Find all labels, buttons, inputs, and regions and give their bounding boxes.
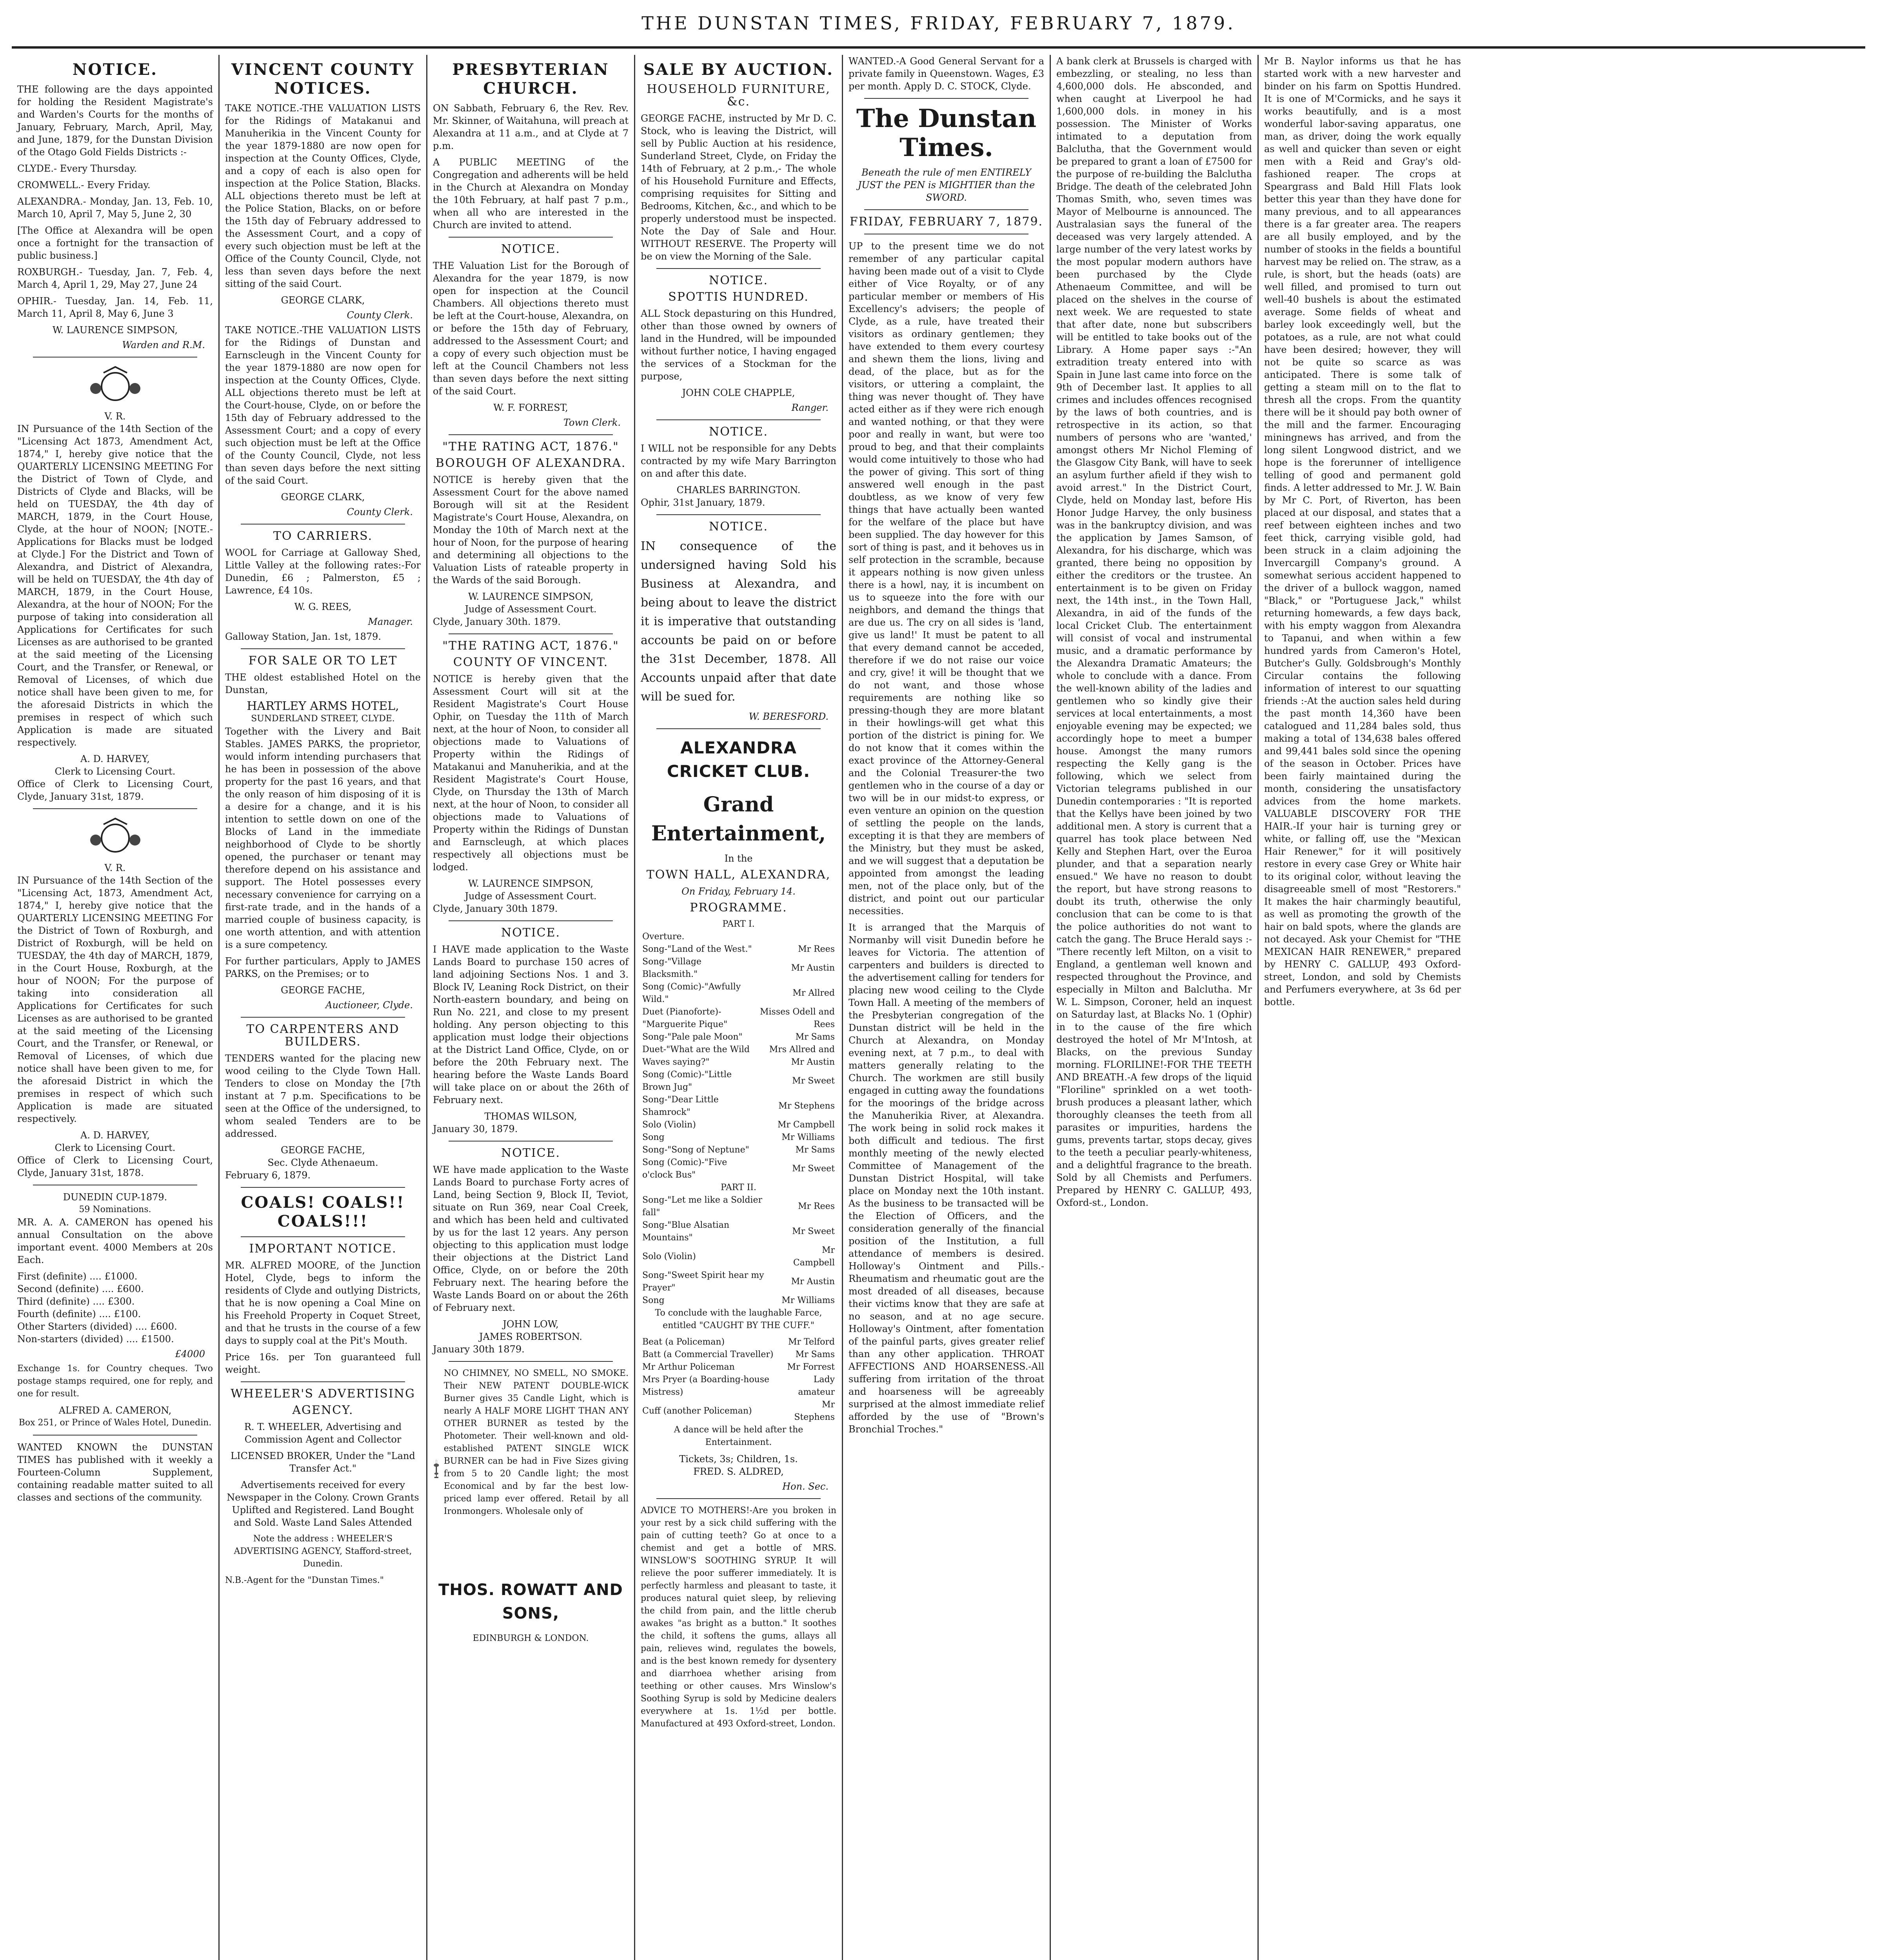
notice-heading: NOTICE. (709, 425, 769, 439)
divider (656, 514, 821, 515)
alexandra-days: ALEXANDRA.- Monday, Jan. 13, Feb. 10, March 10, April 7, May 5, June 2, 30 (17, 196, 213, 220)
carriers-role: Manager. (368, 616, 413, 627)
clerk-role: County Clerk. (347, 310, 413, 321)
royal-crest-icon (76, 363, 154, 406)
news-items: A bank clerk at Brussels is charged with embezzling, or stealing, no less than 4,600,000 dols. He absconded, and when caught at Liverpool he had 1,600,000 dols. in money in his possession. The Minister of Works intimated to a deputation from Balclutha, that the Government would be prepared to grant a loan of £7500 for the purpose of re-building the Balclutha Bridge. The death of the celebrated John Thomas Smith, who, seven times was Mayor of Melbourne is announced. The Australasian says the funeral of the deceased was very largely attended. A large number of the very latest works by the most popular modern authors have been purchased by the Clyde Athenaeum Committee, and will be placed on the shelves in the course of next week. We are requested to state that after date, none but subscribers will be entitled to take books out of the Library. A Home paper says :-"An extradition treaty entered into with Spain in June last came into force on the 9th of December last. It applies to all crimes and includes offences recognised by the laws of both countries, and is retrospective in its action, so that numbers of persons who are 'wanted,' amongst others Mr Nichol Fleming of the Glasgow City Bank, will have to seek an asylum further afield if they wish to avoid arrest." In the District Court, Clyde, held on Monday last, before His Honor Judge Harvey, the only business was in the bankruptcy division, and was the application by James Samson, of Alexandra, for his discharge, which was granted, there being no opposition by either the creditors or the trustee. An entertainment is to be given on Friday next, the 14th inst., in the Town Hall, Alexandra, in aid of the funds of the local Cricket Club. The entertainment will consist of vocal and instrumental music, and a dramatic performance by the Alexandra Dramatic Amateurs; the whole to conclude with a dance. From the well-known ability of the ladies and gentlemen who so kindly give their services at local entertainments, a most enjoyable evening may be expected; we accordingly hope to meet a bumper house. Amongst the many rumors respecting the Kelly gang is the following, which we select from Victorian telegrams published in our Dunedin contemporaries : "It is reported that the Kellys have been joined by two additional men. A story is current that a quarrel has took place between Ned Kelly and Stephen Hart, over the Euroa plunder, and that a separation nearly ensued." We have no reason to doubt the report, but have strong reasons to doubt its truth, otherwise the only conclusion that can be come to is that the police authorities do not want to catch the gang. The Bruce Herald says :-"There recently left Milton, on a visit to England, a gentleman well known and respected throughout the Province, and especially in Milton and Balclutha. Mr W. L. Simpson, Coroner, held an inquest on Saturday last, at Blacks No. 1 (Ophir) in to the cause of the fire which destroyed the hotel of Mr M'Intosh, at Blacks, on the previous Sunday morning. FLORILINE!-FOR THE TEETH AND BREATH.-A few drops of the liquid "Floriline" sprinkled on a wet tooth-brush produces a pleasant lather, which thoroughly cleanses the teeth from all parasites or impurities, hardens the gums, prevents tartar, stops decay, gives to the teeth a peculiar pearly-whiteness, and a delightful fragrance to the breath. Sold by all Chemists and Perfumers. Prepared by HENRY C. GALLUP, 493, Oxford-st., London. (1056, 56, 1252, 1208)
column-1 (12, 55, 220, 1960)
divider (449, 434, 613, 435)
cast-row: Batt (a Commercial Traveller) Mr Sams (642, 1350, 835, 1359)
rating-role: Judge of Assessment Court. (465, 604, 597, 615)
farce-title: To conclude with the laughable Farce, entitled "CAUGHT BY THE CUFF." (655, 1308, 822, 1330)
entertainment-hall: TOWN HALL, ALEXANDRA, (646, 868, 831, 882)
news-items: Mr B. Naylor informs us that he has started work with a new harvester and binder on his farm on Spottis Hundred. It is one of M'Cormicks, and he says it works beautifully, and is a most wonderful labor-saving apparatus, one man, as driver, doing the work equally as well and quicker than seven or eight men with a Reid and Gray's old-fashioned reaper. The crops at Speargrass and Bald Hill Flats look better this year than they have done for many previous, and to all appearances there is a far greater area. The reapers are all busily employed, and by the number of stooks in the fields a bountiful harvest may be relied on. The straw, as a rule, is short, but the heads (oats) are well filled, and promised to turn out well-40 bushels is about the estimated average. Some fields of wheat and barley look exceedingly well, but the potatoes, as a rule, are not what could have been desired; however, they will not be quite so scarce as was anticipated. There is some talk of getting a steam mill on to the flat to thresh all the crops. From the quantity there will be it should pay both owner of the mill and the farmer. Encouraging miningnews has arrived, and from the long silent Longwood district, and we hope is the forerunner of intelligence telling of good and permanent gold finds. A letter addressed to Mr. J. W. Bain by Mr C. Port, of Riverton, has been placed at our disposal, and states that a reef between eighteen inches and two feet thick, carrying visible gold, had been struck in a claim adjoining the Invercargill Company's ground. A somewhat serious accident happened to the driver of a bullock waggon, named "Black," or "Portuguese Jack," whilst returning homewards, a few days back, with his empty waggon from Alexandra to Tapanui, and when within a few hundred yards from Cameron's Hotel, Butcher's Gully. Goldsbrough's Monthly Circular contains the following information of interest to our squatting friends :-At the auction sales held during the past month 14,360 have been catalogued and 11,284 bales sold, thus making a total of 134,638 bales offered and 99,441 bales sold since the opening of the season in October. Prices have been fairly maintained during the month, considering the unsatisfactory advices from the home markets. VALUABLE DISCOVERY FOR THE HAIR.-If your hair is turning grey or white, or falling off, use the "Mexican Hair Renewer," for it will positively restore in every case Grey or White hair to its original color, without leaving the disagreeable smell of most "Restorers." It makes the hair charmingly beautiful, as well as promoting the growth of the hair on bald spots, where the glands are not decayed. Ask your Chemist for "THE MEXICAN HAIR RENEWER," prepared by HENRY C. GALLUP, 493 Oxford-street, London, and sold by Chemists and Perfumers everywhere, at 3s 6d per bottle. (1264, 56, 1461, 1007)
lamp-advert (433, 1367, 629, 1571)
divider (241, 1236, 405, 1237)
land-notice-signature: THOMAS WILSON, (484, 1111, 577, 1122)
cup-prize-1: Second (definite) .... £600. (17, 1283, 144, 1294)
programme-row: Duet-"What are the Wild Waves saying?" Mrs Allred and Mr Austin (642, 1045, 835, 1067)
important-heading: IMPORTANT NOTICE. (249, 1242, 397, 1256)
debts-date: Ophir, 31st January, 1879. (641, 497, 765, 508)
cast-row: Cuff (another Policeman) Mr Stephens (642, 1400, 835, 1422)
sale-intro: THE oldest established Hotel on the Dunstan, (225, 672, 421, 695)
rating-text: NOTICE is hereby given that the Assessment Court will sit at the Resident Magistrate's Court House Ophir, on Tuesday the 11th of March next, at the hour of Noon, to consider all objections made to Valuations of Property within the Ridings of Matakanui and Manuherikia, and at the Resident Magistrate's Court House, Clyde, on Thursday the 13th of March next, at the hour of Noon, to consider all objections made to Valuations of Property within the Ridings of Dunstan and Earnscleugh, at which places respectively all objections must be lodged. (433, 673, 629, 873)
important-price: Price 16s. per Ton guaranteed full weight. (225, 1352, 421, 1375)
entertainment-in: In the (724, 853, 753, 864)
rating-role: Judge of Assessment Court. (465, 891, 597, 902)
valuation-notice-1: TAKE NOTICE.-THE VALUATION LISTS for the Ridings of Matakanui and Manuherikia in the Vincent County for the year 1879-1880 are now open for inspection at the County Offices, Clyde, and a copy of each is also open for inspection at the Police Station, Blacks. ALL objections thereto must be left at the Police Station, Blacks, on or before the 15th day of February addressed to the Assessment Court, and a copy of every such objection must be left at the Office of the County Council, Clyde, not less than seven days before the next sitting of the said Court. (225, 103, 421, 289)
divider (864, 98, 1028, 99)
lamp-maker: THOS. ROWATT AND SONS, (438, 1581, 623, 1622)
notice-heading: NOTICE. (709, 274, 769, 287)
cast-row: Beat (a Policeman) Mr Telford (642, 1337, 835, 1347)
part-one: PART I. (722, 919, 755, 929)
column-5 (843, 55, 1051, 1960)
clyde-days: CLYDE.- Every Thursday. (17, 163, 137, 174)
alexandra-note: [The Office at Alexandra will be open once a fortnight for the transaction of public business.] (17, 225, 213, 261)
divider (449, 237, 613, 238)
lamp-text: NO CHIMNEY, NO SMELL, NO SMOKE. Their NEW PATENT DOUBLE-WICK Burner gives 35 Candle Light, which is nearly A HALF MORE LIGHT THAN ANY OTHER BURNER as tested by the Photometer. Their well-known and old-established PATENT SINGLE WICK BURNER can be had in Five Sizes giving from 5 to 20 Candle light; the most Economical and by far the best low-priced lamp ever offered. Retail by all Ironmongers. Wholesale only of (443, 1368, 629, 1516)
clerk-signature: GEORGE CLARK, (281, 295, 365, 306)
borough-valuation-text: THE Valuation List for the Borough of Alexandra for the year 1879, is now open for inspection at the Council Chambers. All objections thereto must be left at the Court-house, Alexandra, on or before the 15th day of February, addressed to the Assessment Court; and a copy of every such objection must be left at the Council Chambers not less than seven days before the next sitting of the said Court. (433, 260, 629, 397)
vr-mark: V. R. (104, 411, 126, 422)
paper-motto: Beneath the rule of men ENTIRELY JUST the PEN is MIGHTIER than the SWORD. (858, 167, 1035, 203)
programme-part-one (641, 931, 836, 1181)
programme-row: Song Mr Williams (642, 1296, 835, 1305)
column-6 (1051, 55, 1259, 1960)
rating-heading: "THE RATING ACT, 1876." (442, 639, 619, 653)
hundred-heading: SPOTTIS HUNDRED. (668, 290, 809, 304)
hotel-text: Together with the Livery and Bait Stables. JAMES PARKS, the proprietor, would inform intending purchasers that he has been in possession of the above property for the past 16 years, and that the only reason of him disposing of it is a desire for a change, and it is his intention to settle down on one of the Blocks of Land in the immediate neighborhood of Clyde to be shortly opened, the purchaser or tenant may therefore depend on his assistance and support. The Hotel possesses every necessary convenience for carrying on a first-rate trade, and in the hands of a married couple of business capacity, is one worth attention, and with attention is a sure competency. (225, 726, 421, 950)
builders-role: Sec. Clyde Athenaeum. (267, 1157, 378, 1168)
masthead-rule (12, 46, 1865, 49)
wheeler-address: Note the address : WHEELER'S ADVERTISING AGENCY, Stafford-street, Dunedin. (234, 1534, 412, 1569)
notice-heading: NOTICE. (501, 926, 561, 940)
page-columns (12, 55, 1865, 1960)
programme-part-two (641, 1194, 836, 1307)
hotel-name: HARTLEY ARMS HOTEL, (247, 699, 399, 713)
programme-row: Song (Comic)-"Awfully Wild." Mr Allred (642, 982, 835, 1004)
ranger-signature: JOHN COLE CHAPPLE, (682, 387, 795, 398)
divider (449, 1141, 613, 1142)
notice-heading: NOTICE. (501, 242, 561, 256)
programme-heading: PROGRAMME. (690, 901, 787, 915)
royal-crest-icon (76, 815, 154, 858)
ranger-role: Ranger. (791, 402, 829, 413)
column-2 (220, 55, 427, 1960)
cup-prize-2: Third (definite) .... £300. (17, 1296, 135, 1307)
debts-notice: I WILL not be responsible for any Debts contracted by my wife Mary Barrington on and after this date. (641, 443, 836, 479)
rating-signature: W. LAURENCE SIMPSON, (468, 878, 594, 889)
sale-heading: FOR SALE OR TO LET (248, 654, 398, 668)
court-days-intro: THE following are the days appointed for holding the Resident Magistrate's and Warden's Courts for the months of January, February, March, April, May, and June, 1879, for the Dunstan Division of the Otago Gold Fields Districts :- (17, 84, 213, 158)
important-text: MR. ALFRED MOORE, of the Junction Hotel, Clyde, begs to inform the residents of Clyde and outlying Districts, that he is now opening a Coal Mine on his Freehold Property in Coquet Street, and that he trusts in the course of a few days to supply coal at the Pit's Mouth. (225, 1260, 421, 1346)
column-4 (635, 55, 843, 1960)
programme-row: Solo (Violin) Mr Campbell (642, 1245, 835, 1268)
licensing-role: Clerk to Licensing Court. (55, 1142, 176, 1153)
auction-text: GEORGE FACHE, instructed by Mr D. C. Stock, who is leaving the District, will sell by Public Auction at his residence, Sunderland Street, Clyde, on Friday the 14th of February, at 2 p.m.,- The whole of his Household Furniture and Effects, comprising requisites for Sitting and Bedrooms, Kitchen, &c., and which to be properly understood must be inspected. Note the Day of Sale and Hour. WITHOUT RESERVE. The Property will be on view the Morning of the Sale. (641, 113, 836, 262)
programme-row: Song-"Song of Neptune" Mr Sams (642, 1145, 835, 1155)
land-notice-date: January 30th 1879. (433, 1344, 525, 1355)
business-notice: IN consequence of the undersigned having Sold his Business at Alexandra, and being about to leave the district it is imperative that outstanding accounts be paid on or before the 31st December, 1878. All Accounts unpaid after that date will be sued for. (641, 539, 836, 704)
licensing-role: Clerk to Licensing Court. (55, 766, 176, 777)
wheeler-name: R. T. WHEELER, Advertising and Commission Agent and Collector (244, 1421, 402, 1445)
divider (33, 357, 197, 358)
cup-prize-0: First (definite) .... £1000. (17, 1271, 138, 1282)
business-signature: W. BERESFORD. (749, 711, 829, 722)
land-notice-text: WE have made application to the Waste Lands Board to purchase Forty acres of Land, being Section 9, Block II, Teviot, situate on Run 369, near Coal Creek, and which has been held and cultivated by us for the last 12 years. Any person objecting to this application must lodge their objections at the District Land Office, Clyde, on or before the 20th February next. The hearing before the Waste Lands Board on or about the 26th of February next. (433, 1164, 629, 1313)
issue-date: FRIDAY, FEBRUARY 7, 1879. (849, 215, 1043, 229)
auction-heading: SALE BY AUCTION. (643, 60, 834, 79)
divider (656, 268, 821, 269)
carriers-heading: TO CARRIERS. (273, 529, 373, 543)
editorial-text: UP to the present time we do not remember of any particular capital having been made out of a visit to Clyde either of Vice Royalty, or of any particular member or members of His Excellency's advisers; the people of Clyde, as a rule, have treated their visitors as ordinary gentlemen; they have extended to them every courtesy and shewn them the lions, living and dead, of the place, but as for the visitors, or uttering a complaint, the thing was never thought of. They have acted either as if they were rich enough and wanted nothing, or that they were poor and really in want, but were too proud to beg, and that their complaints would come intuitively to those who had the power of giving. This sort of thing answered well enough in the past doubtless, as we know of very few things that have actually been wanted for the welfare of the place but have been supplied. The day however for this sort of thing is past, and it behoves us in self protection in the scramble, because it appears nothing is now given unless there is a howl, nay, it is incumbent on us to squeeze into the fore with our neighbors, and demand the things that are due us. The cry on all sides is 'land, give us land!' It must be patent to all that every demand cannot be acceded, therefore if we do not raise our voice and cry, give! it will be thought that we do not want, and those whose requirements are nothing like so pressing-though they are more blatant in their howlings-will get what this portion of the district is pining for. We do not know that it comes within the exact province of the Attorney-General and the Colonial Treasurer-the two gentlemen who in the course of a day or two will be in our midst-to express, or even venture an opinion on the question of settling the people on the lands, excepting it is that they are members of the Ministry, but they must be asked, and we will suggest that a deputation be appointed from amongst the leading men, not of the place only, but of the district, and point out our particular necessities. (849, 241, 1044, 916)
programme-row: Song (Comic)-"Little Brown Jug" Mr Sweet (642, 1070, 835, 1092)
divider (241, 1187, 405, 1188)
divider (656, 419, 821, 420)
column-7 (1259, 55, 1466, 1960)
licensing-signature: A. D. HARVEY, (80, 753, 150, 764)
tickets-signature: FRED. S. ALDRED, (693, 1466, 784, 1477)
builders-text: TENDERS wanted for the placing new wood ceiling to the Clyde Town Hall. Tenders to close on Monday the [7th instant at 7 p.m. Specifications to be seen at the Office of the undersigned, to whom sealed Tenders are to be addressed. (225, 1053, 421, 1139)
land-notice-signature: JAMES ROBERTSON. (479, 1331, 582, 1342)
debts-signature: CHARLES BARRINGTON. (676, 485, 801, 495)
stock-notice: ALL Stock depasturing on this Hundred, other than those owned by owners of land in the Hundred, will be impounded without further notice, I having engaged the services of a Stockman for the purpose, (641, 308, 836, 382)
carriers-place: Galloway Station, Jan. 1st, 1879. (225, 631, 382, 642)
church-text: ON Sabbath, February 6, the Rev. Rev. Mr. Skinner, of Waitahuna, will preach at Alexandra at 11 a.m., and at Clyde at 7 p.m. (433, 103, 629, 151)
vincent-heading: VINCENT COUNTY NOTICES. (231, 60, 415, 98)
rating-date: Clyde, January 30th 1879. (433, 903, 558, 914)
hotel-street: SUNDERLAND STREET, CLYDE. (251, 714, 395, 724)
land-notice-text: I HAVE made application to the Waste Lands Board to purchase 150 acres of land adjoining Sections Nos. 1 and 3. Block IV, Leaning Rock District, on their North-eastern boundary, and being on Run No. 221, and close to my present holding. Any person objecting to this application must lodge their objections at the District Land Office, Clyde, on or before the 20th February next. The hearing before the Waste Lands Board will take place on or about the 26th of February next. (433, 944, 629, 1105)
lamp-icon (433, 1367, 440, 1571)
programme-row: Song Mr Williams (642, 1132, 835, 1142)
cup-prize-5: Non-starters (divided) .... £1500. (17, 1334, 174, 1345)
builders-signature: GEORGE FACHE, (280, 1145, 365, 1156)
land-notice-date: January 30, 1879. (433, 1123, 518, 1134)
part-two: PART II. (721, 1183, 756, 1192)
cup-prize-4: Other Starters (divided) .... £600. (17, 1321, 177, 1332)
programme-row: Song-"Let me like a Soldier fall" Mr Rees (642, 1195, 835, 1218)
cast-row: Mrs Pryer (a Boarding-house Mistress) Lady amateur (642, 1375, 835, 1397)
column-3 (427, 55, 635, 1960)
paper-title: The Dunstan Times. (856, 104, 1037, 162)
hotel-signature: GEORGE FACHE, (280, 985, 365, 996)
builders-date: February 6, 1879. (225, 1170, 311, 1181)
coals-banner: COALS! COALS!! COALS!!! (241, 1193, 405, 1230)
divider (241, 648, 405, 649)
wanted-known: WANTED KNOWN the DUNSTAN TIMES has published with it weekly a Fourteen-Column Supplement, containing readable matter suited to all classes and sections of the community. (17, 1442, 213, 1503)
tickets-role: Hon. Sec. (782, 1481, 829, 1492)
programme-row: Song-"Pale pale Moon" Mr Sams (642, 1032, 835, 1042)
clerk-signature: GEORGE CLARK, (281, 492, 365, 503)
local-news: It is arranged that the Marquis of Normanby will visit Dunedin before he leaves for Victoria. The attention of carpenters and builders is directed to the advertisement calling for tenders for placing new wood ceiling to the Clyde Town Hall. A meeting of the members of the Presbyterian congregation of the Dunstan district will be held in the Church at Alexandra, on Monday evening next, at 7 p.m., to deal with matters generally relating to the Church. The workmen are still busily engaged in cutting away the foundations for the moorings of the bridge across the Manuherikia River, at Alexandra. The work being in solid rock makes it both difficult and tedious. The first monthly meeting of the newly elected Committee of Management of the Dunstan District Hospital, will take place on Monday next the 10th instant. As the business to be transacted will be the Election of Officers, and the consideration generally of the financial position of the Institution, a full attendance of members is desired. Holloway's Ointment and Pills.-Rheumatism and rheumatic gout are the most dreaded of all diseases, because their victims know that they are safe at no season, and at no age secure. Holloway's Ointment, after fomentation of the painful parts, gives greater relief than any other application. THROAT AFFECTIONS AND HOARSENESS.-All suffering from irritation of the throat and hoarseness will be agreeably surprised at the almost immediate relief afforded by the use of "Brown's Bronchial Troches." (849, 922, 1044, 1435)
programme-row: Duet (Pianoforte)-"Marguerite Pique" Misses Odell and Rees (642, 1007, 835, 1029)
cup-total: £4000 (175, 1348, 205, 1359)
carriers-text: WOOL for Carriage at Galloway Shed, Little Valley at the following rates:-For Dunedin, £6 ; Palmerston, £5 ; Lawrence, £4 10s. (225, 547, 421, 596)
warden-signature: W. LAURENCE SIMPSON, (52, 325, 178, 336)
cup-address: Box 251, or Prince of Wales Hotel, Dunedin. (18, 1418, 212, 1428)
notice-heading: NOTICE. (501, 1146, 561, 1160)
hotel-role: Auctioneer, Clyde. (325, 1000, 413, 1011)
rating-heading: "THE RATING ACT, 1876." (442, 440, 619, 454)
tickets: Tickets, 3s; Children, 1s. (679, 1454, 798, 1465)
lamp-address: EDINBURGH & LONDON. (472, 1633, 589, 1643)
programme-row: Overture. (642, 932, 685, 942)
land-notice-signature: JOHN LOW, (503, 1319, 559, 1330)
divider (241, 1017, 405, 1018)
divider (33, 808, 197, 809)
advice-to-mothers: ADVICE TO MOTHERS!-Are you broken in your rest by a sick child suffering with the pain of cutting teeth? Go at once to a chemist and get a bottle of MRS. WINSLOW'S SOOTHING SYRUP. It will relieve the poor sufferer immediately. It is perfectly harmless and pleasant to taste, it produces natural quiet sleep, by relieving the child from pain, and the little cherub awakes "as bright as a button." It soothes the child, it softens the gums, allays all pain, relieves wind, regulates the bowels, and is the best known remedy for dysentery and diarrhoea whether arising from teething or other causes. Mrs Winslow's Soothing Syrup is sold by Medicine dealers everywhere at 1s. 1½d per bottle. Manufactured at 493 Oxford-street, London. (641, 1506, 836, 1729)
hotel-apply: For further particulars, Apply to JAMES PARKS, on the Premises; or to (225, 956, 421, 979)
programme-row: Song-"Village Blacksmith." Mr Austin (642, 957, 835, 979)
licensing-notice-clyde: IN Pursuance of the 14th Section of the "Licensing Act 1873, Amendment Act, 1874," I, hereby give notice that the QUARTERLY LICENSING MEETING For the District of Town of Clyde, and Districts of Clyde and Blacks, will be held on TUESDAY, the 4th day of MARCH, 1879, in the Court House, Clyde, at the hour of NOON; [NOTE.-Applications for Blacks must be lodged at Clyde.] For the District and Town of Alexandra, and District of Alexandra, will be held on TUESDAY, the 4th day of MARCH, 1879, in the Court House, Alexandra, at the hour of NOON; For the purpose of taking into consideration all Applications for Certificates for such Licenses as are authorised to be granted at the said meeting of the Licensing Court, and the Transfer, or Renewal, or Removal of Licenses, of which due notice shall have been given to me, for the aforesaid Districts in which the premises in respect of which such Application is made are situated respectively. (17, 423, 213, 748)
cup-signature: ALFRED A. CAMERON, (58, 1405, 172, 1416)
divider (656, 1498, 821, 1499)
cup-nominations: 59 Nominations. (79, 1205, 151, 1214)
carriers-signature: W. G. REES, (294, 601, 352, 612)
wheeler-agency: AGENCY. (292, 1403, 354, 1417)
rating-signature: W. LAURENCE SIMPSON, (468, 591, 594, 602)
clerk-role: County Clerk. (347, 506, 413, 517)
warden-title: Warden and R.M. (122, 339, 205, 350)
divider (449, 1361, 613, 1362)
masthead-title: THE DUNSTAN TIMES, FRIDAY, FEBRUARY 7, 1879. (641, 13, 1236, 34)
divider (656, 728, 821, 729)
church-meeting: A PUBLIC MEETING of the Congregation and adherents will be held in the Church at Alexandra on Monday the 10th February, at half past 7 p.m., when all who are interested in the Church are invited to attend. (433, 157, 629, 230)
licensing-notice-roxburgh: IN Pursuance of the 14th Section of the "Licensing Act, 1873, Amendment Act, 1874," I, hereby give notice that the QUARTERLY LICENSING MEETING For the District of Town of Roxburgh, and District of Roxburgh, will be held on TUESDAY, the 4th day of MARCH, 1879, in the Court House, Roxburgh, at the hour of NOON; For the purpose of taking into consideration all Applications for Certificates for such Licenses as are authorised to be granted at the said meeting of the Licensing Court, and the Transfer, or Renewal, or Removal of Licenses, of which due notice shall have been given to me, for the aforesaid District in which the premises in respect of which such Application is made are situated respectively. (17, 875, 213, 1124)
licensing-office: Office of Clerk to Licensing Court, Clyde, January 31st, 1879. (17, 779, 213, 802)
town-clerk-signature: W. F. FORREST, (493, 402, 568, 413)
licensing-office: Office of Clerk to Licensing Court, Clyde, January 31st, 1878. (17, 1155, 213, 1178)
rating-date: Clyde, January 30th. 1879. (433, 616, 561, 627)
dance-note: A dance will be held after the Entertainment. (674, 1425, 803, 1447)
wheeler-nb: N.B.-Agent for the "Dunstan Times." (225, 1575, 384, 1585)
wanted-servant: WANTED.-A Good General Servant for a private family in Queenstown. Wages, £3 per month. Apply D. C. STOCK, Clyde. (849, 56, 1044, 92)
builders-heading: TO CARPENTERS AND BUILDERS. (246, 1022, 400, 1049)
wheeler-heading: WHEELER'S ADVERTISING (231, 1387, 415, 1401)
notice-heading: NOTICE. (709, 520, 769, 534)
cast-row: Mr Arthur Policeman Mr Forrest (642, 1362, 835, 1372)
divider (241, 1381, 405, 1382)
programme-row: Song-"Sweet Spirit hear my Prayer" Mr Austin (642, 1270, 835, 1293)
divider (33, 1435, 197, 1436)
entertainment-date: On Friday, February 14. (681, 886, 796, 897)
licensing-signature: A. D. HARVEY, (80, 1130, 150, 1141)
roxburgh-days: ROXBURGH.- Tuesday, Jan. 7, Feb. 4, March 4, April 1, 29, May 27, June 24 (17, 267, 213, 290)
ophir-days: OPHIR.- Tuesday, Jan. 14, Feb. 11, March 11, April 8, May 6, June 3 (17, 296, 213, 319)
cup-prize-3: Fourth (definite) .... £100. (17, 1308, 141, 1319)
cup-exchange: Exchange 1s. for Country cheques. Two postage stamps required, one for reply, and one for result. (17, 1364, 213, 1399)
programme-row: Solo (Violin) Mr Campbell (642, 1120, 835, 1130)
church-heading: PRESBYTERIAN CHURCH. (452, 60, 609, 98)
farce-cast (641, 1336, 836, 1424)
notice-heading: NOTICE. (72, 60, 158, 79)
vr-mark: V. R. (104, 862, 126, 873)
divider (449, 920, 613, 921)
wheeler-broker: LICENSED BROKER, Under the "Land Transfer Act." (231, 1450, 415, 1474)
rating-sub: BOROUGH OF ALEXANDRA. (435, 456, 626, 470)
masthead (0, 0, 1877, 46)
programme-row: Song-"Dear Little Shamrock" Mr Stephens (642, 1095, 835, 1117)
programme-row: Song (Comic)-"Five o'clock Bus" Mr Sweet (642, 1158, 835, 1180)
rating-sub: COUNTY OF VINCENT. (453, 655, 609, 669)
cromwell-days: CROMWELL.- Every Friday. (17, 180, 151, 191)
entertainment-heading: Grand Entertainment, (651, 793, 826, 846)
programme-row: Song-"Land of the West." Mr Rees (642, 944, 835, 954)
auction-sub: HOUSEHOLD FURNITURE, &c. (647, 82, 830, 109)
divider (449, 633, 613, 634)
rating-text: NOTICE is hereby given that the Assessment Court for the above named Borough will sit at the Resident Magistrate's Court House, Alexandra, on Monday the 10th of March next at the hour of Noon, for the purpose of hearing and determining all objections to the Valuation Lists of rateable property in the Wards of the said Borough. (433, 474, 629, 586)
wheeler-text: Advertisements received for every Newspaper in the Colony. Crown Grants Uplifted and Registered. Land Bought and Sold. Waste Land Sales Attended (227, 1479, 419, 1528)
programme-row: Song-"Blue Alsatian Mountains" Mr Sweet (642, 1220, 835, 1243)
valuation-notice-2: TAKE NOTICE.-THE VALUATION LISTS for the Ridings of Dunstan and Earnscleugh in the Vincent County for the year 1879-1880 are now open for inspection at the County Offices, Clyde. ALL objections thereto must be left at the Court-house, Clyde, on or before the 15th day of February addressed to the Assessment Court; and a copy of every such objection must be left at the Office of the County Council, Clyde, not less than seven days before the next sitting of the said Court. (225, 325, 421, 486)
town-clerk-role: Town Clerk. (563, 417, 621, 428)
divider (864, 209, 1028, 210)
cup-text: MR. A. A. CAMERON has opened his annual Consultation on the above important event. 4000 Members at 20s Each. (17, 1217, 213, 1265)
cup-heading: DUNEDIN CUP-1879. (63, 1192, 167, 1203)
cricket-heading: ALEXANDRA CRICKET CLUB. (667, 738, 810, 781)
